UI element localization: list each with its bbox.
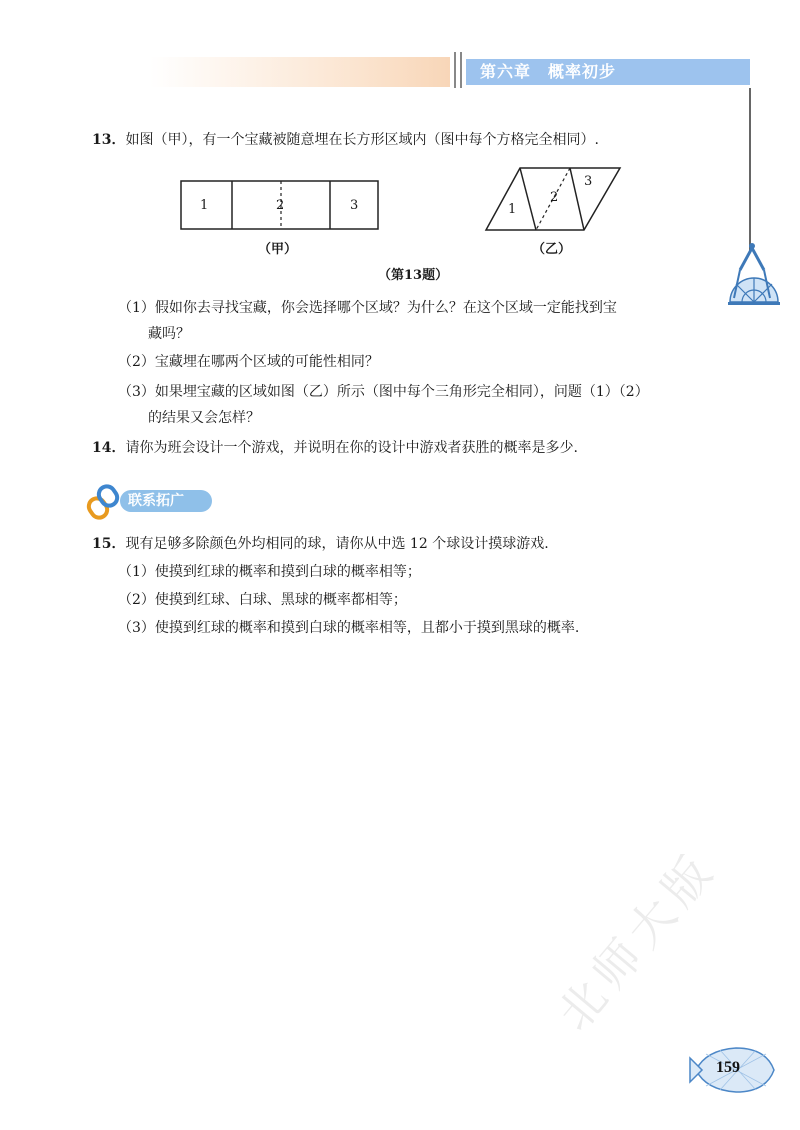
problem-text: 如图（甲），有一个宝藏被随意埋在长方形区域内（图中每个方格完全相同）. bbox=[125, 132, 599, 148]
problem-15 bbox=[92, 534, 549, 554]
region-label: 1 bbox=[508, 202, 517, 217]
figure-caption: （第13题） bbox=[378, 268, 449, 283]
sub-question: （1）使摸到红球的概率和摸到白球的概率相等； bbox=[118, 564, 421, 580]
sub-question: （3）如果埋宝藏的区域如图（乙）所示（图中每个三角形完全相同），问题（1）（2） bbox=[118, 384, 649, 400]
header-divider bbox=[454, 52, 456, 88]
watermark: 北师大版 bbox=[546, 840, 728, 1041]
problem-text: 现有足够多除颜色外均相同的球，请你从中选 12 个球设计摸球游戏. bbox=[125, 536, 549, 552]
figure-label: （乙） bbox=[532, 242, 572, 257]
chapter-title: 第六章 概率初步 bbox=[466, 59, 750, 85]
region-label: 2 bbox=[276, 198, 285, 213]
margin-rule bbox=[749, 88, 751, 253]
figure-label: （甲） bbox=[258, 242, 298, 257]
section-title: 联系拓广 bbox=[120, 490, 212, 512]
problem-13 bbox=[92, 130, 599, 150]
sub-question-continued: 藏吗？ bbox=[148, 326, 190, 342]
link-chain-icon bbox=[86, 484, 122, 520]
sub-question-continued: 的结果又会怎样？ bbox=[148, 410, 260, 426]
problem-number: 13． bbox=[92, 132, 126, 148]
page-number: 159 bbox=[716, 1059, 740, 1076]
problem-number: 15． bbox=[92, 536, 126, 552]
problem-14 bbox=[92, 438, 578, 458]
problem-text: 请你为班会设计一个游戏，并说明在你的设计中游戏者获胜的概率是多少. bbox=[125, 440, 578, 456]
sub-question: （1）假如你去寻找宝藏，你会选择哪个区域？为什么？在这个区域一定能找到宝 bbox=[118, 300, 617, 316]
sub-question: （2）宝藏埋在哪两个区域的可能性相同？ bbox=[118, 354, 379, 370]
problem-number: 14． bbox=[92, 440, 126, 456]
region-label: 3 bbox=[584, 174, 593, 189]
header-divider bbox=[460, 52, 462, 88]
region-label: 3 bbox=[350, 198, 359, 213]
header-decoration bbox=[150, 57, 450, 87]
sub-question: （2）使摸到红球、白球、黑球的概率都相等； bbox=[118, 592, 407, 608]
sub-question: （3）使摸到红球的概率和摸到白球的概率相等，且都小于摸到黑球的概率. bbox=[118, 620, 580, 636]
region-label: 2 bbox=[550, 190, 559, 205]
compass-icon bbox=[726, 240, 782, 314]
region-label: 1 bbox=[200, 198, 209, 213]
